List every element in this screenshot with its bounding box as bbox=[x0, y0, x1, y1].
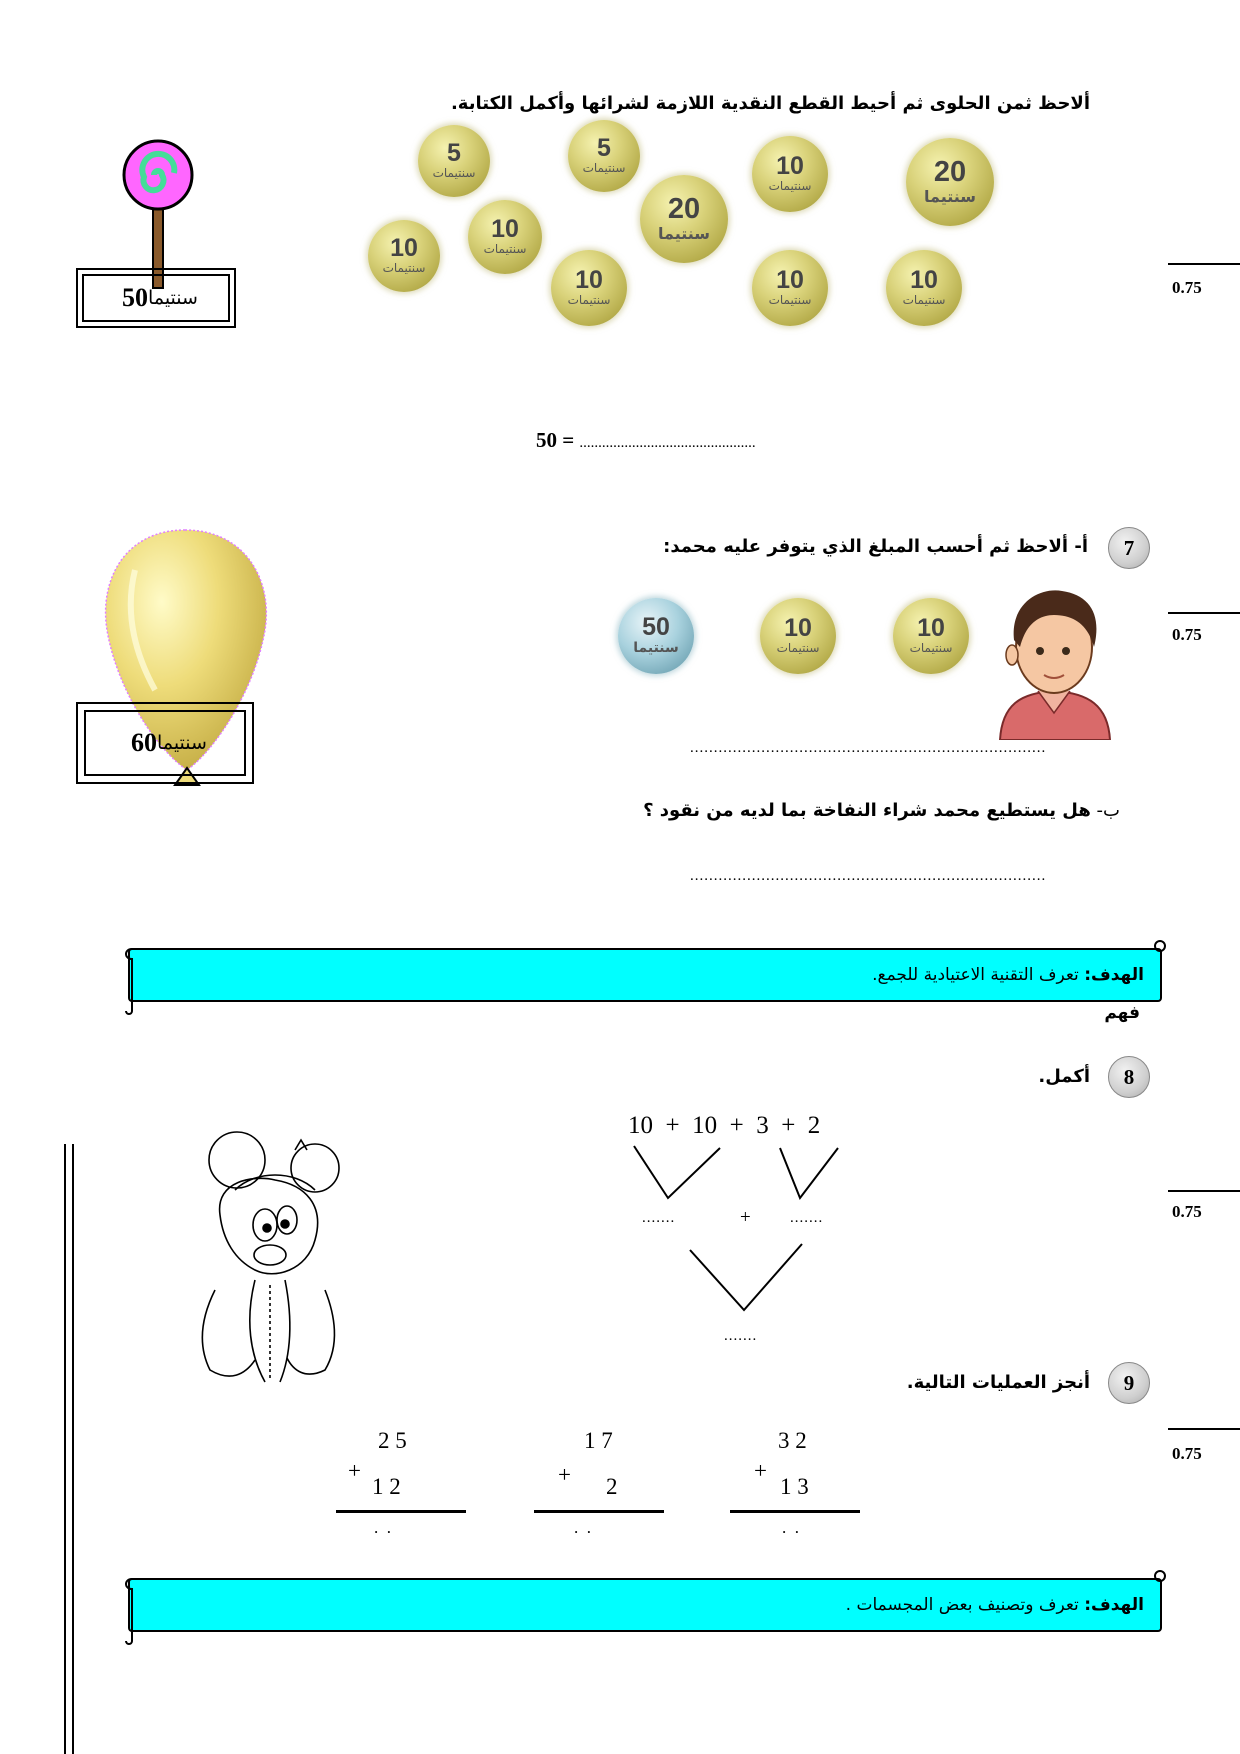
coin-unit: سنتيمات bbox=[432, 166, 476, 181]
coin-unit: سنتيمات bbox=[582, 161, 626, 176]
coin[interactable] bbox=[752, 250, 828, 326]
coin-unit: سنتيمات bbox=[909, 641, 953, 656]
coin[interactable] bbox=[893, 598, 969, 674]
coin-value: 10 bbox=[776, 152, 804, 181]
banner-scroll-left-icon bbox=[120, 1575, 138, 1647]
exercise6-instruction: ألاحظ ثمن الحلوى ثم أحيط القطع النقدية اللازمة لشرائها وأكمل الكتابة. bbox=[450, 93, 1090, 114]
exercise7-part-b-row bbox=[420, 800, 1120, 821]
coin-value: 5 bbox=[447, 139, 461, 168]
coin[interactable] bbox=[468, 200, 542, 274]
score-line bbox=[1168, 612, 1240, 614]
tree-blank-bottom[interactable]: ....... bbox=[724, 1328, 758, 1344]
balloon-price-unit: سنتيما bbox=[157, 732, 207, 754]
cartoon-mouse-illustration bbox=[175, 1120, 365, 1390]
equation-left: 50 = bbox=[536, 428, 575, 452]
goal-banner-text bbox=[846, 1595, 1144, 1615]
coin-unit: سنتيما bbox=[923, 186, 977, 206]
margin-line bbox=[64, 1144, 66, 1754]
coin-unit: سنتيما bbox=[633, 640, 679, 657]
exercise9-instruction: أنجز العمليات التالية. bbox=[906, 1372, 1090, 1393]
goal-label: الهدف: bbox=[1084, 965, 1144, 985]
answer-line-a[interactable]: ........................................................................... bbox=[690, 740, 1047, 756]
coin[interactable] bbox=[418, 125, 490, 197]
balloon-price-number: 60 bbox=[131, 728, 158, 757]
operation-line bbox=[534, 1510, 664, 1513]
coin-value: 10 bbox=[575, 266, 603, 295]
coin[interactable] bbox=[551, 250, 627, 326]
coin-unit: سنتيمات bbox=[483, 242, 527, 257]
coin[interactable] bbox=[568, 120, 640, 192]
equation-dots[interactable]: ............................................... bbox=[579, 435, 756, 451]
coin-value: 10 bbox=[390, 234, 418, 263]
number-tree-lines bbox=[620, 1140, 860, 1320]
exercise-number-badge: 9 bbox=[1108, 1362, 1150, 1404]
coin-value: 10 bbox=[910, 266, 938, 295]
coin-unit: سنتيمات bbox=[382, 261, 426, 276]
coin-unit: سنتيمات bbox=[902, 293, 946, 308]
margin-line bbox=[72, 1144, 74, 1754]
coin[interactable] bbox=[752, 136, 828, 212]
operation-sign: + bbox=[754, 1458, 767, 1483]
coin[interactable] bbox=[640, 175, 728, 263]
coin-value: 10 bbox=[776, 266, 804, 295]
banner-scroll-right-icon bbox=[1152, 1568, 1168, 1588]
candy-price-unit: سنتيما bbox=[148, 287, 198, 309]
operation-top: 1 7 bbox=[584, 1428, 613, 1453]
score-line bbox=[1168, 263, 1240, 265]
coin-unit: سنتيمات bbox=[776, 641, 820, 656]
candy-price-box bbox=[76, 268, 236, 328]
operation-sign: + bbox=[558, 1462, 571, 1487]
operation-bottom: 1 2 bbox=[372, 1474, 401, 1499]
banner-scroll-left-icon bbox=[120, 945, 138, 1017]
level-label: فهم bbox=[1104, 1003, 1140, 1023]
score-ex9: 0.75 bbox=[1172, 1444, 1202, 1463]
operation-bottom: 2 bbox=[606, 1474, 618, 1499]
coin-unit: سنتيمات bbox=[768, 293, 812, 308]
score-line bbox=[1168, 1190, 1240, 1192]
equation-row bbox=[536, 428, 756, 453]
coin[interactable] bbox=[886, 250, 962, 326]
tree-blank-left[interactable]: ....... bbox=[642, 1210, 676, 1226]
goal-label: الهدف: bbox=[1084, 1595, 1144, 1615]
operation-result[interactable]: . . bbox=[374, 1518, 391, 1537]
goal-banner bbox=[128, 1578, 1162, 1632]
operation-top: 2 5 bbox=[378, 1428, 407, 1453]
operation-result[interactable]: . . bbox=[574, 1518, 591, 1537]
operation-top: 3 2 bbox=[778, 1428, 807, 1453]
operation-line bbox=[730, 1510, 860, 1513]
coin-value: 50 bbox=[642, 613, 670, 642]
exercise7-part-b: هل يستطيع محمد شراء النفاخة بما لديه من نقود ؟ bbox=[643, 800, 1091, 821]
coin[interactable] bbox=[760, 598, 836, 674]
banner-scroll-right-icon bbox=[1152, 938, 1168, 958]
operation-result[interactable]: . . bbox=[782, 1518, 799, 1537]
coin-value: 10 bbox=[917, 614, 945, 643]
score-ex8: 0.75 bbox=[1172, 1202, 1202, 1221]
tree-blank-right[interactable]: ....... bbox=[790, 1210, 824, 1226]
coin[interactable] bbox=[906, 138, 994, 226]
coin-unit: سنتيما bbox=[657, 223, 711, 243]
score-ex6: 0.75 bbox=[1172, 278, 1202, 297]
coin-unit: سنتيمات bbox=[768, 179, 812, 194]
tree-plus: + bbox=[740, 1207, 751, 1228]
operation-line bbox=[336, 1510, 466, 1513]
coin[interactable] bbox=[618, 598, 694, 674]
goal-text: تعرف وتصنيف بعض المجسمات . bbox=[845, 1595, 1079, 1615]
addition-expression: 10 + 10 + 3 + 2 bbox=[628, 1112, 821, 1139]
part-b-prefix: ب- bbox=[1096, 800, 1120, 821]
exercise8-instruction: أكمل. bbox=[1038, 1066, 1090, 1087]
exercise-number-badge: 7 bbox=[1108, 527, 1150, 569]
exercise7-part-a: أ- ألاحظ ثم أحسب المبلغ الذي يتوفر عليه محمد: bbox=[663, 536, 1088, 557]
coin-value: 20 bbox=[933, 155, 967, 188]
boy-illustration bbox=[990, 585, 1118, 740]
operation-bottom: 1 3 bbox=[780, 1474, 809, 1499]
goal-text: تعرف التقنية الاعتيادية للجمع. bbox=[872, 965, 1079, 985]
balloon-price-box bbox=[76, 702, 254, 784]
answer-line-b[interactable]: ........................................................................... bbox=[690, 868, 1047, 884]
coin-value: 10 bbox=[491, 215, 519, 244]
coin-value: 20 bbox=[667, 192, 701, 225]
coin[interactable] bbox=[368, 220, 440, 292]
coin-value: 5 bbox=[597, 134, 611, 163]
coin-value: 10 bbox=[784, 614, 812, 643]
exercise-number-badge: 8 bbox=[1108, 1056, 1150, 1098]
score-ex7: 0.75 bbox=[1172, 625, 1202, 644]
operation-sign: + bbox=[348, 1458, 361, 1483]
goal-banner bbox=[128, 948, 1162, 1002]
coin-unit: سنتيمات bbox=[567, 293, 611, 308]
goal-banner-text bbox=[872, 965, 1144, 985]
score-line bbox=[1168, 1428, 1240, 1430]
candy-price-number: 50 bbox=[122, 283, 149, 312]
